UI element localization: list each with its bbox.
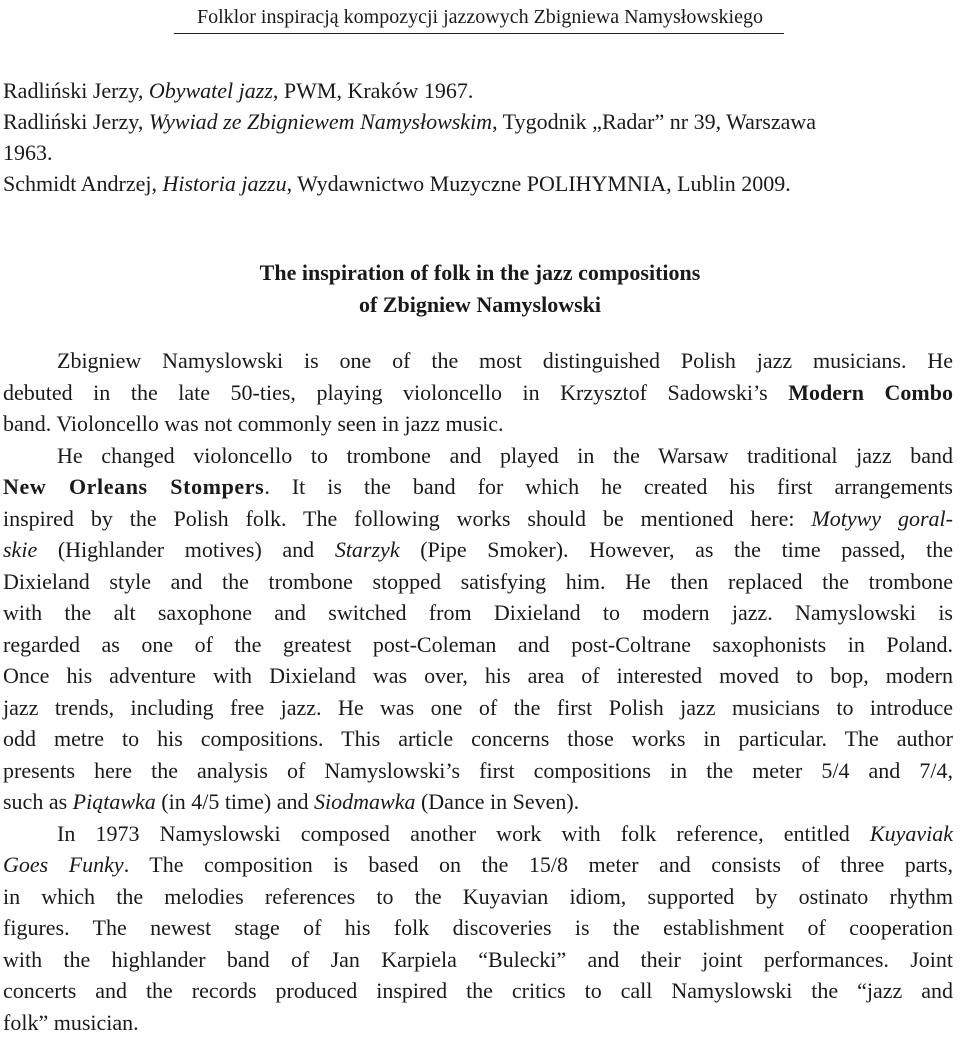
text-line: [3, 471, 953, 503]
reference-author: Radliński Jerzy,: [3, 78, 149, 103]
text-run: inspired by the Polish folk. The following works should be mentioned here:: [3, 505, 812, 531]
text-run: such as: [3, 789, 73, 814]
text-line: band. Violoncello was not commonly seen in jazz music.: [3, 411, 504, 436]
text-run: . It is the band for which he created his first arrangements: [264, 474, 953, 499]
reference-continuation: 1963.: [3, 140, 53, 165]
reference-author: Schmidt Andrzej,: [3, 171, 163, 196]
header-rule: [174, 33, 784, 34]
reference-title: Historia jazzu: [162, 171, 287, 196]
work-title: Piątawka: [72, 789, 156, 814]
text-run: (Highlander motives) and: [37, 537, 335, 562]
reference-details: , PWM, Kraków 1967.: [272, 78, 474, 103]
text-line: concerts and the records produced inspired the critics to call Namyslowski the “jazz and: [3, 978, 953, 1003]
text-run: In 1973 Namyslowski composed another work with folk reference, entitled: [57, 820, 870, 846]
text-line: [3, 818, 953, 850]
text-line: [3, 849, 953, 881]
summary-body: [3, 345, 953, 1038]
text-line: in which the melodies references to the Kuyavian idiom, supported by ostinato rhythm: [3, 883, 953, 909]
text-line: [3, 377, 953, 409]
band-name: New Orleans Stompers: [3, 474, 265, 499]
text-line: folk” musician.: [3, 1009, 139, 1035]
text-line: He changed violoncello to trombone and played in the Warsaw traditional jazz band: [57, 442, 953, 468]
reference-entry: [3, 168, 953, 199]
reference-title: Obywatel jazz: [148, 78, 273, 103]
work-title: Starzyk: [334, 537, 400, 562]
bibliography: [3, 75, 953, 199]
text-line: presents here the analysis of Namyslowski’s first compositions in the meter 5/4 and 7/4,: [3, 757, 953, 783]
text-line: regarded as one of the greatest post-Coleman and post-Coltrane saxophonists in Poland.: [3, 631, 953, 657]
text-line: jazz trends, including free jazz. He was one of the first Polish jazz musicians to introduce: [3, 694, 953, 720]
text-run: . The composition is based on the 15/8 meter and consists of three parts,: [123, 852, 953, 877]
text-line: [3, 534, 953, 566]
reference-entry: [3, 106, 953, 137]
text-line: with the alt saxophone and switched from Dixieland to modern jazz. Namyslowski is: [3, 600, 953, 625]
running-header: Folklor inspiracją kompozycji jazzowych Zbigniewa Namysłowskiego: [197, 6, 763, 28]
text-run: (in 4/5 time) and: [155, 789, 315, 814]
text-line: with the highlander band of Jan Karpiela “Bulecki” and their joint performances. Joint: [3, 946, 953, 972]
text-line: Zbigniew Namyslowski is one of the most distinguished Polish jazz musicians. He: [57, 348, 953, 373]
work-title: Siodmawka: [314, 789, 416, 814]
summary-title: [0, 257, 960, 321]
summary-title-line: of Zbigniew Namyslowski: [358, 292, 602, 317]
text-line: odd metre to his compositions. This article concerns those works in particular. The author: [3, 726, 953, 751]
text-line: [3, 786, 953, 818]
text-run: debuted in the late 50-ties, playing violoncello in Krzysztof Sadowski’s: [3, 379, 789, 405]
work-title: Kuyaviak: [869, 820, 953, 846]
band-name: Modern Combo: [788, 379, 953, 405]
reference-author: Radliński Jerzy,: [3, 109, 149, 134]
text-run: (Pipe Smoker). However, as the time passed, the: [399, 537, 953, 562]
reference-entry: [3, 75, 953, 106]
work-title: Motywy goral-: [811, 505, 953, 531]
summary-title-line: The inspiration of folk in the jazz compositions: [259, 260, 701, 285]
text-line: figures. The newest stage of his folk discoveries is the establishment of cooperation: [3, 915, 953, 940]
text-line: Dixieland style and the trombone stopped satisfying him. He then replaced the trombone: [3, 568, 953, 594]
reference-title: Wywiad ze Zbigniewem Namysłowskim: [148, 109, 493, 134]
text-run: (Dance in Seven).: [415, 789, 580, 814]
reference-details: , Wydawnictwo Muzyczne POLIHYMNIA, Lublin 2009.: [286, 171, 791, 196]
reference-details: , Tygodnik „Radar” nr 39, Warszawa: [492, 109, 817, 134]
text-line: [3, 503, 953, 535]
work-title: skie: [3, 537, 38, 562]
work-title: Goes Funky: [3, 852, 124, 877]
text-line: Once his adventure with Dixieland was over, his area of interested moved to bop, modern: [3, 663, 953, 688]
